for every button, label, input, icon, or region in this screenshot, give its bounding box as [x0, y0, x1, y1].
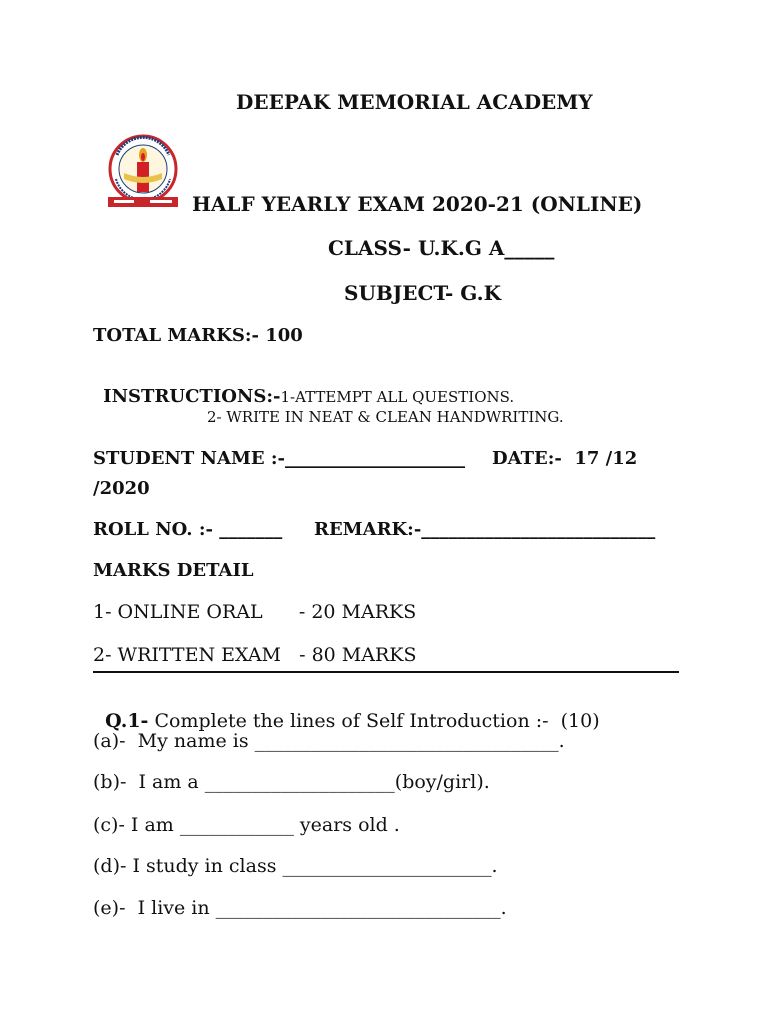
- question-item-c: (c)- I am ____________ years old .: [93, 814, 400, 836]
- instruction-1: 1-ATTEMPT ALL QUESTIONS.: [280, 388, 515, 406]
- question-item-b: (b)- I am a ____________________(boy/girl).: [93, 771, 490, 793]
- date-field-continued: /2020: [93, 478, 150, 499]
- student-name-field: STUDENT NAME :-____________________: [93, 448, 465, 469]
- question-1-label: Q.1-: [105, 710, 149, 732]
- question-item-d: (d)- I study in class ______________________.: [93, 855, 498, 877]
- question-1: [93, 688, 600, 732]
- question-1-text: Complete the lines of Self Introduction :- (10): [148, 710, 600, 732]
- total-marks: TOTAL MARKS:- 100: [93, 325, 303, 346]
- exam-title: HALF YEARLY EXAM 2020-21 (ONLINE): [192, 192, 643, 216]
- remark-field: REMARK:-__________________________: [314, 519, 656, 540]
- class-line: CLASS- U.K.G A_____: [328, 236, 555, 260]
- marks-item-written: 2- WRITTEN EXAM - 80 MARKS: [93, 644, 417, 666]
- school-name: DEEPAK MEMORIAL ACADEMY: [236, 90, 593, 114]
- subject-line: SUBJECT- G.K: [344, 281, 501, 305]
- roll-no-field: ROLL NO. :- _______: [93, 519, 283, 540]
- marks-detail-heading: MARKS DETAIL: [93, 560, 254, 581]
- instructions: [93, 367, 514, 407]
- question-item-e: (e)- I live in ______________________________.: [93, 897, 507, 919]
- question-item-a: (a)- My name is ________________________________.: [93, 730, 565, 752]
- marks-item-oral: 1- ONLINE ORAL - 20 MARKS: [93, 601, 417, 623]
- section-divider: [93, 671, 679, 673]
- instruction-2: 2- WRITE IN NEAT & CLEAN HANDWRITING.: [207, 408, 564, 426]
- school-logo: [104, 133, 182, 211]
- date-field: DATE:- 17 /12: [492, 448, 638, 469]
- instructions-label: INSTRUCTIONS:-: [103, 386, 281, 407]
